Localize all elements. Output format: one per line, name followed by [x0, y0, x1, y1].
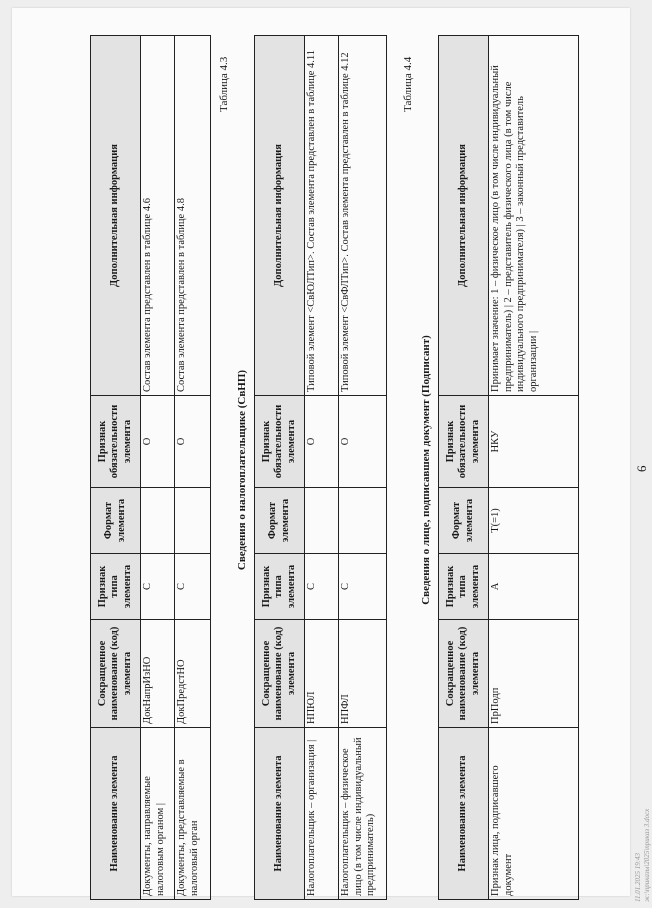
- element-info-cell: Состав элемента представлен в таблице 4.6: [141, 36, 175, 396]
- table-title: Сведения о лице, подписавшем документ (Подписант): [420, 335, 432, 605]
- element-required-cell: НКУ: [489, 396, 579, 488]
- table-caption: Таблица 4.4: [402, 56, 414, 112]
- element-type-cell: С: [305, 554, 339, 620]
- column-header: Наименование элемента: [255, 728, 305, 900]
- element-name-cell: Налогоплательщик – физическое лицо (в том числе индивидуальный предприниматель): [339, 728, 387, 900]
- column-header: Наименование элемента: [439, 728, 489, 900]
- element-info-cell: Состав элемента представлен в таблице 4.8: [175, 36, 211, 396]
- file-stamp: [634, 809, 652, 902]
- element-type-cell: А: [489, 554, 579, 620]
- element-format-cell: [339, 488, 387, 554]
- stamp-date: 11.01.2025 19:43: [634, 852, 642, 902]
- column-header: Формат элемента: [91, 488, 141, 554]
- column-header: Признак типа элемента: [439, 554, 489, 620]
- column-header: Признак обязательности элемента: [439, 396, 489, 488]
- table-header-row: [91, 36, 141, 900]
- column-header: Признак обязательности элемента: [91, 396, 141, 488]
- table-taxpayer-info: [254, 35, 387, 900]
- table-row: [175, 36, 211, 900]
- rotated-page-content: [78, 20, 651, 908]
- element-name-cell: Документы, представляемые в налоговый орган: [175, 728, 211, 900]
- element-format-cell: [305, 488, 339, 554]
- column-header: Признак типа элемента: [255, 554, 305, 620]
- element-type-cell: С: [175, 554, 211, 620]
- element-info-cell: Принимает значение: 1 – физическое лицо (в том числе индивидуальный предприниматель) | 2 – представитель физического лица (в том числе индивидуального предпринимателя) | 3 – законный представитель организации |: [489, 36, 579, 396]
- element-code-cell: ДокНапрИзНО: [141, 620, 175, 728]
- column-header: Формат элемента: [255, 488, 305, 554]
- element-required-cell: О: [305, 396, 339, 488]
- element-code-cell: ДокПредстНО: [175, 620, 211, 728]
- element-required-cell: О: [175, 396, 211, 488]
- column-header: Признак обязательности элемента: [255, 396, 305, 488]
- table-signer-info: [438, 35, 579, 900]
- column-header: Сокращенное наименование (код) элемента: [91, 620, 141, 728]
- element-code-cell: ПрПодп: [489, 620, 579, 728]
- table-header-row: [255, 36, 305, 900]
- column-header: Дополнительная информация: [91, 36, 141, 396]
- element-required-cell: О: [339, 396, 387, 488]
- column-header: Формат элемента: [439, 488, 489, 554]
- page-number: 6: [634, 465, 649, 472]
- element-info-cell: Типовой элемент <СвФЛТип>. Состав элемента представлен в таблице 4.12: [339, 36, 387, 396]
- column-header: Дополнительная информация: [439, 36, 489, 396]
- element-code-cell: НПФЛ: [339, 620, 387, 728]
- column-header: Наименование элемента: [91, 728, 141, 900]
- table-title: Сведения о налогоплательщике (СвНП): [236, 369, 248, 571]
- element-name-cell: Признак лица, подписавшего документ: [489, 728, 579, 900]
- table-row: [339, 36, 387, 900]
- element-format-cell: Т(=1): [489, 488, 579, 554]
- element-name-cell: Документы, направляемые налоговым органом |: [141, 728, 175, 900]
- table-elements-documents: [90, 35, 211, 900]
- element-type-cell: С: [339, 554, 387, 620]
- document-sheet: [12, 8, 651, 902]
- element-name-cell: Налогоплательщик – организация |: [305, 728, 339, 900]
- element-format-cell: [175, 488, 211, 554]
- element-info-cell: Типовой элемент <СвЮЛТип>. Состав элемента представлен в таблице 4.11: [305, 36, 339, 396]
- element-format-cell: [141, 488, 175, 554]
- table-row: [489, 36, 579, 900]
- table-row: [305, 36, 339, 900]
- element-required-cell: О: [141, 396, 175, 488]
- column-header: Сокращенное наименование (код) элемента: [255, 620, 305, 728]
- table-row: [141, 36, 175, 900]
- column-header: Дополнительная информация: [255, 36, 305, 396]
- element-code-cell: НПЮЛ: [305, 620, 339, 728]
- table-header-row: [439, 36, 489, 900]
- column-header: Признак типа элемента: [91, 554, 141, 620]
- stamp-path: ж:\приказы\2025\приказ 3.docx: [642, 808, 651, 902]
- element-type-cell: С: [141, 554, 175, 620]
- column-header: Сокращенное наименование (код) элемента: [439, 620, 489, 728]
- table-caption: Таблица 4.3: [218, 56, 230, 112]
